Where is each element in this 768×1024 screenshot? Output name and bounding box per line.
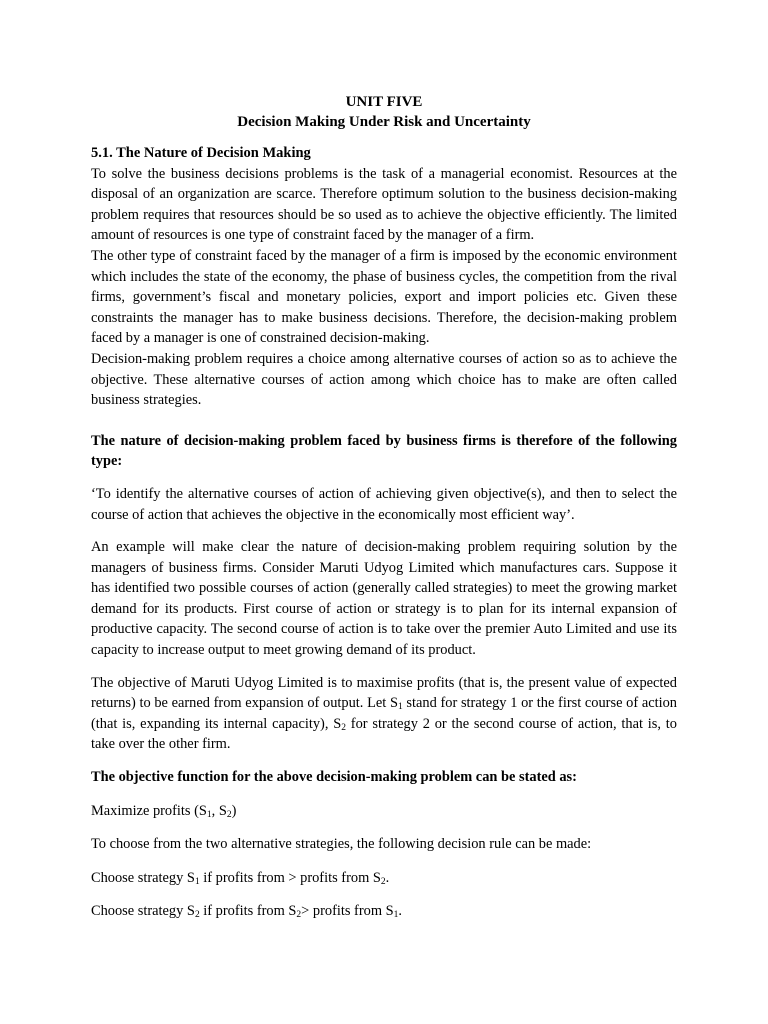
maximize-formula: Maximize profits ($S_1$, $S_2$)	[91, 802, 237, 820]
paragraph-objective: The objective of Maruti Udyog Limited is to maximise profits (that is, the present value of expected returns) to be earned from expansion of output. Let $S_1$ stand for strategy 1 or the first course of action (that is, expanding its internal capacity), $S_2$ for strategy 2 or the second course of action, that is, to take over the other firm.	[91, 674, 677, 753]
paragraph-resources: To solve the business decisions problems is the task of a managerial economist. Resources at the disposal of an organization are scarce. Therefore optimum solution to the business decision-making problem requires that resources should be so used as to achieve the objective efficiently. The limited amount of resources is one type of constraint faced by the manager of a firm.	[91, 165, 677, 244]
paragraph-strategies: Decision-making problem requires a choice among alternative courses of action so as to achieve the objective. These alternative courses of action among which choice has to make are often called business strategies.	[91, 350, 677, 409]
decision-rule-intro: To choose from the two alternative strategies, the following decision rule can be made:	[91, 836, 592, 853]
chapter-title: Decision Making Under Risk and Uncertainty	[237, 113, 531, 130]
paragraph-example: An example will make clear the nature of decision-making problem requiring solution by the managers of business firms. Consider Maruti Udyog Limited which manufactures cars. Suppose it has identified two possible courses of action (generally called strategies) to meet the growing market demand for its products. First course of action or strategy is to plan for its internal expansion of productive capacity. The second course of action is to take over the premier Auto Limited and use its capacity to increase output to meet growing demand of its product.	[91, 539, 677, 659]
definition-quote: ‘To identify the alternative courses of action of achieving given objective(s), and then to select the course of action that achieves the objective in the economically most efficient way’.	[91, 485, 677, 523]
decision-rule-1: Choose strategy $S_1$ if profits from > profits from $S_2$.	[91, 869, 390, 887]
nature-heading: The nature of decision-making problem faced by business firms is therefore of the following type:	[91, 432, 677, 470]
section-heading: 5.1. The Nature of Decision Making	[91, 145, 311, 161]
decision-rule-2: Choose strategy $S_2$ if profits from $S_2>$ profits from $S_1$.	[91, 903, 402, 921]
unit-title: UNIT FIVE	[345, 94, 423, 110]
paragraph-constraints: The other type of constraint faced by the manager of a firm is imposed by the economic environment which includes the state of the economy, the phase of business cycles, the competition from the rival firms, government’s fiscal and monetary policies, export and import policies etc. Given these constraints the manager has to make business decisions. Therefore, the decision-making problem faced by a manager is one of constrained decision-making.	[91, 247, 677, 347]
objective-function-heading: The objective function for the above decision-making problem can be stated as:	[91, 769, 577, 786]
